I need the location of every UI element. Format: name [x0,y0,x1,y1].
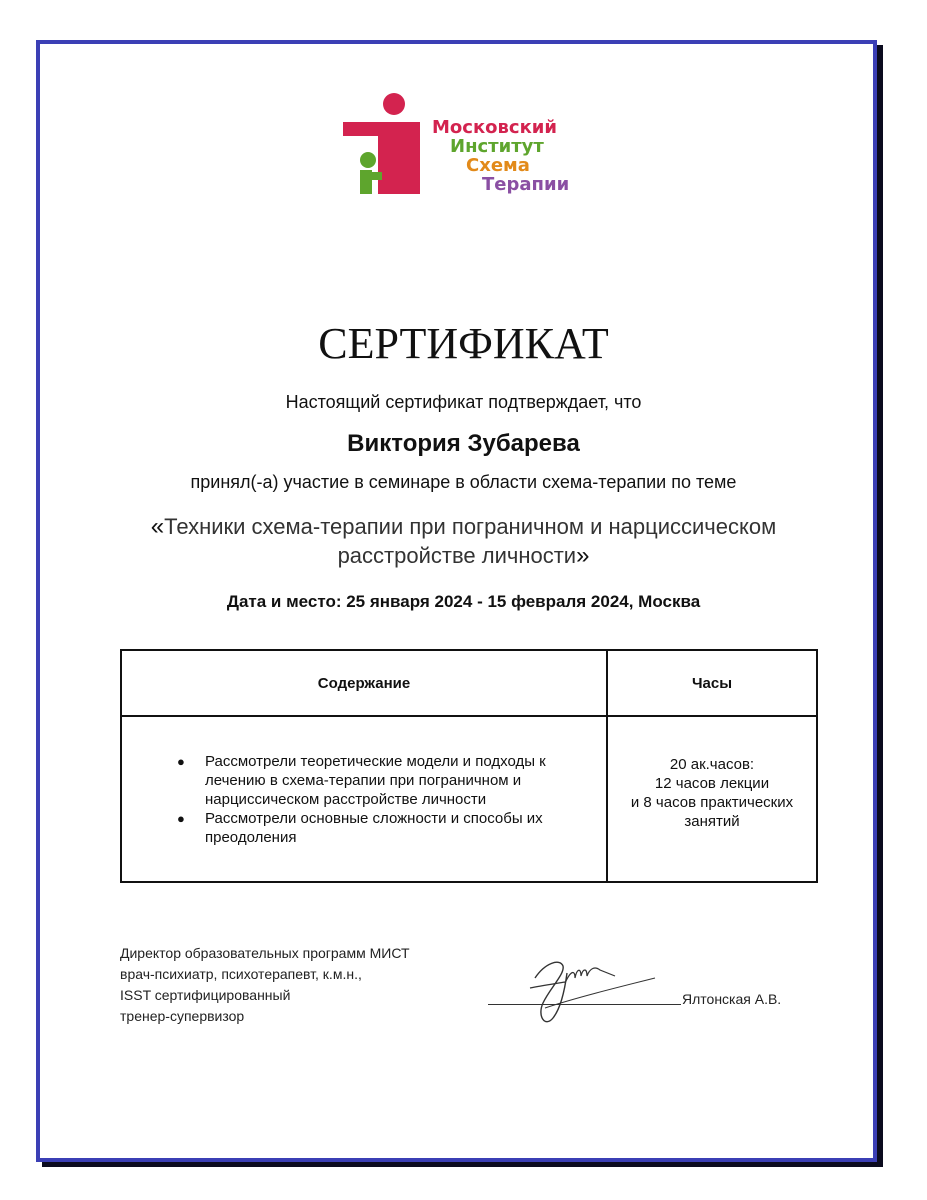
hours-line-2: 12 часов лекции [654,774,770,792]
hours-line-1: 20 ак.часов: [669,755,755,773]
table-header-row [121,650,817,716]
list-item: ● Рассмотрели основные сложности и способы их преодоления [205,809,605,847]
topic-close-quote: » [576,542,590,569]
seminar-topic [0,512,927,570]
content-table [120,649,818,883]
certificate-title: СЕРТИФИКАТ [318,319,609,368]
signature-line [488,1004,681,1005]
director-line-1: Директор образовательных программ МИСТ [120,945,410,961]
logo-line-3-text: Схема [466,155,530,176]
logo-line-2 [432,137,569,156]
header-hours: Часы [607,650,817,716]
handwritten-signature-icon [505,948,675,1038]
content-list [123,752,605,847]
recipient-name: Виктория Зубарева [347,430,580,457]
logo-line-3 [432,156,569,175]
confirms-text: Настоящий сертификат подтверждает, что [285,392,642,412]
logo-line-1 [432,118,569,137]
hours-line-4: занятий [684,812,740,830]
director-line-2: врач-психиатр, психотерапевт, к.м.н., [120,966,362,982]
logo-line-2-text: Институт [450,136,544,157]
topic-open-quote: « [150,513,165,540]
topic-line-2: расстройстве личности [337,543,577,568]
hours-cell [607,716,817,882]
logo-wordmark [432,118,569,194]
hours-line-3: и 8 часов практических [630,793,794,811]
signer-name: Ялтонская А.В. [682,991,782,1007]
table-row [121,716,817,882]
topic-line-1: Техники схема-терапии при пограничном и нарциссическом [164,514,777,539]
list-item: ● Рассмотрели теоретические модели и подходы к лечению в схема-терапии при пограничном и нарциссическом расстройстве личности [205,752,605,809]
content-cell [121,716,607,882]
logo-line-1-text: Московский [432,117,558,138]
logo-line-4 [432,175,569,194]
logo-line-4-text: Терапии [482,174,570,195]
director-credentials [120,943,410,1027]
date-place: Дата и место: 25 января 2024 - 15 февраля 2024, Москва [226,592,701,611]
director-line-4: тренер-супервизор [120,1008,245,1024]
participation-text: принял(-а) участие в семинаре в области схема-терапии по теме [190,472,737,492]
header-content: Содержание [121,650,607,716]
director-line-3: ISST сертифицированный [120,987,291,1003]
